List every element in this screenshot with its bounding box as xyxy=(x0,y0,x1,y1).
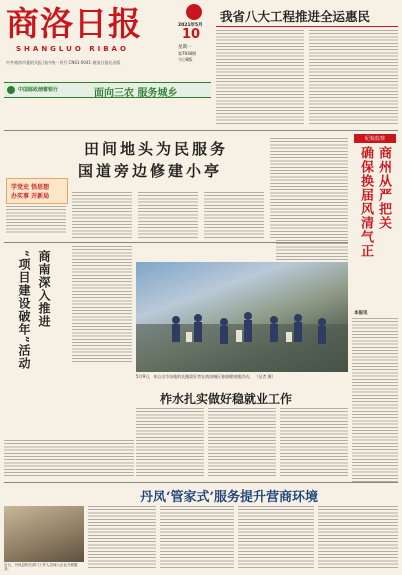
top-story-col-1 xyxy=(216,30,304,126)
masthead xyxy=(4,4,197,116)
campaign-ad-block xyxy=(6,178,68,204)
lead-story-col-4 xyxy=(204,192,264,240)
issue-number: 第7930期 xyxy=(178,51,197,56)
right-column-story xyxy=(352,134,398,484)
bottom-story-col-1 xyxy=(88,506,156,570)
bank-name: 中国邮政储蓄银行 xyxy=(18,87,59,93)
top-story-col-2 xyxy=(309,30,398,126)
photo-runners-illustration xyxy=(136,262,348,372)
emblem-icon xyxy=(186,4,202,20)
news-photo-marathon xyxy=(136,262,348,372)
divider-horizontal-1 xyxy=(4,130,398,131)
mid-headline: 柞水扎实做好稳就业工作 xyxy=(160,392,293,406)
bottom-photo xyxy=(4,506,84,562)
bank-logo-icon xyxy=(7,86,15,94)
divider-horizontal-2 xyxy=(4,242,348,243)
top-headline-rule xyxy=(216,26,398,27)
top-headline: 我省八大工程推进全运惠民 xyxy=(220,9,371,24)
bottom-story-col-4 xyxy=(318,506,398,570)
date-label: 2021年5月 xyxy=(178,23,203,28)
right-story-text xyxy=(352,318,398,484)
right-byline: 本报讯 xyxy=(354,311,368,316)
top-right-story xyxy=(216,4,398,128)
left-story-text-a xyxy=(72,246,132,362)
bottom-story-col-3 xyxy=(238,506,314,570)
mid-story-col-3 xyxy=(280,408,348,478)
left-headline-line2: “项目建设破年”活动 xyxy=(17,250,31,370)
right-story-spill xyxy=(276,240,348,260)
lead-headline-line2: 国道旁边修建小亭 xyxy=(78,162,223,180)
lead-story-col-1 xyxy=(6,206,66,234)
bank-slogan: 面向三农 服务城乡 xyxy=(94,88,178,99)
column-tag: 纪检监察 xyxy=(354,134,396,143)
mid-story-col-2 xyxy=(208,408,276,478)
page-count: 今日8版 xyxy=(178,57,193,62)
bottom-photo-caption: 近日，丹凤县相关部门工作人员深入企业开展服务。 xyxy=(4,563,78,571)
bottom-story-col-2 xyxy=(160,506,234,570)
lead-headline-line1: 田间地头为民服务 xyxy=(84,140,229,158)
mid-story-col-1 xyxy=(136,408,204,478)
left-story-text-b xyxy=(4,440,134,476)
left-headline-line1: 商南深入推进 xyxy=(37,250,51,328)
lead-story-col-5 xyxy=(270,138,348,238)
right-headline-line1: 商州从严把关 xyxy=(376,146,391,230)
divider-horizontal-3 xyxy=(4,482,398,483)
bank-ad-strip xyxy=(4,82,211,98)
lead-headline xyxy=(60,138,270,188)
campaign-line2: 办实事 开新局 xyxy=(11,193,50,200)
date-day: 10 xyxy=(182,27,201,42)
masthead-info-line: 中共商洛市委机关报 国内统一刊号 CN61-0041 商洛日报社出版 xyxy=(6,60,121,65)
newspaper-title-pinyin: SHANGLUO RIBAO xyxy=(16,45,129,53)
photo-credit: （记者 摄） xyxy=(254,374,276,379)
bottom-headline: 丹凤‘管家式’服务提升营商环境 xyxy=(140,490,319,505)
campaign-line1: 学党史 悟思想 xyxy=(11,184,50,191)
weekday: 星期一 xyxy=(178,45,192,50)
photo-caption: 5月9日，来自全市各地的长跑爱好者在商洛城区参加健康跑活动。 （记者 摄） xyxy=(136,374,276,379)
date-block xyxy=(178,4,212,64)
lead-story-col-3 xyxy=(138,192,198,240)
newspaper-title: 商洛日报 xyxy=(6,4,142,43)
lead-story-col-2 xyxy=(72,192,132,240)
right-headline-line2: 确保换届风清气正 xyxy=(358,146,373,258)
